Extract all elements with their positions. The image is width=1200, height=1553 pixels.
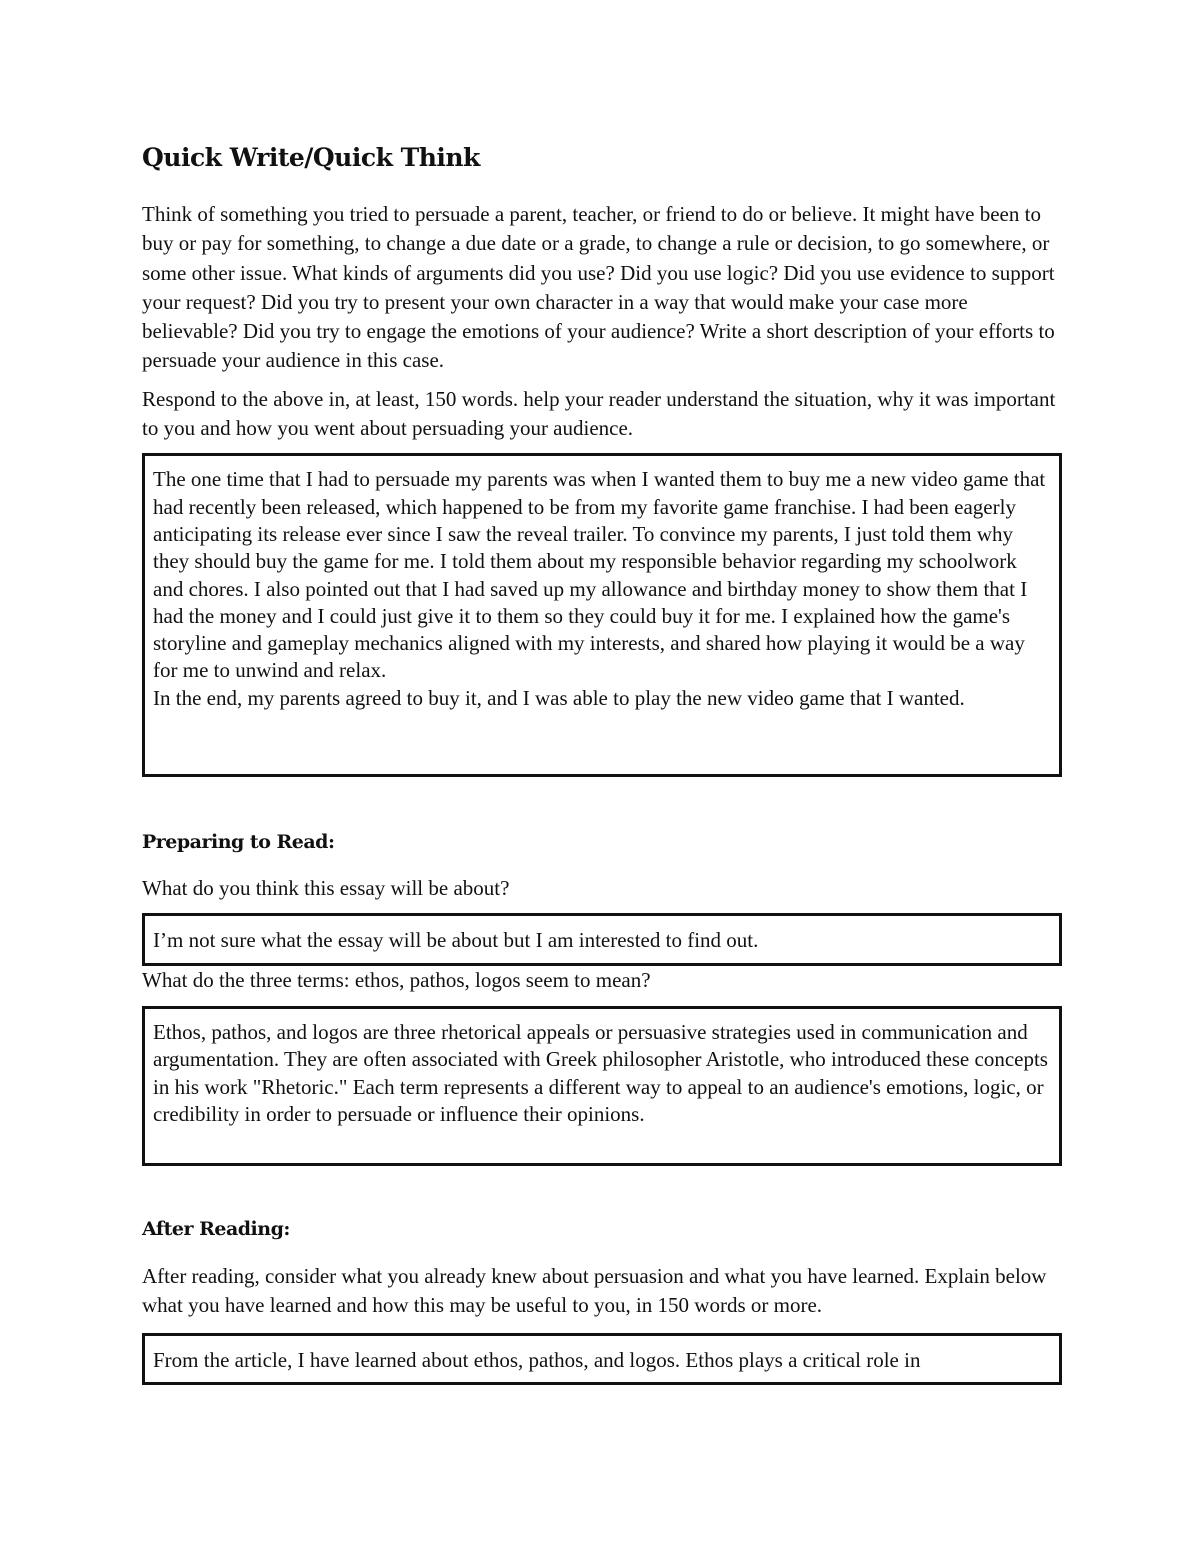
quick-write-answer-box[interactable] — [142, 453, 1062, 777]
quick-write-instructions: Respond to the above in, at least, 150 words. help your reader understand the situation, why it was important to you and how you went about persuading your audience. — [142, 386, 1056, 441]
after-reading-answer-box[interactable] — [142, 1333, 1062, 1385]
preparing-question-2: What do the three terms: ethos, pathos, logos seem to mean? — [142, 967, 651, 992]
preparing-answer-2-box[interactable] — [142, 1006, 1062, 1166]
document-content — [142, 138, 1062, 1385]
preparing-heading: Preparing to Read: — [142, 831, 335, 854]
after-reading-answer: From the article, I have learned about ethos, pathos, and logos. Ethos plays a critical role in — [153, 1347, 921, 1372]
after-reading-heading: After Reading: — [142, 1217, 290, 1240]
quick-write-prompt: Think of something you tried to persuade a parent, teacher, or friend to do or believe. It might have been to buy or pay for something, to change a due date or a grade, to change a rule or decision, to go somewhere, or some other issue. What kinds of arguments did you use? Did you use logic? Did you use evidence to support your request? Did you try to present your own character in a way that would make your case more believable? Did you try to engage the emotions of your audience? Write a short description of your efforts to persuade your audience in this case. — [142, 202, 1055, 373]
quick-write-answer-paragraph-1: The one time that I had to persuade my parents was when I wanted them to buy me a new video game that had recently been released, which happened to be from my favorite game franchise. I had been eagerly anticipating its release ever since I saw the reveal trailer. To convince my parents, I just told them why they should buy the game for me. I told them about my responsible behavior regarding my schoolwork and chores. I also pointed out that I had saved up my allowance and birthday money to show them that I had the money and I could just give it to them so they could buy it for me. I explained how the game's storyline and gameplay mechanics aligned with my interests, and shared how playing it would be a way for me to unwind and relax. — [153, 467, 1046, 683]
preparing-answer-1: I’m not sure what the essay will be about but I am interested to find out. — [153, 927, 759, 952]
preparing-answer-1-box[interactable] — [142, 913, 1062, 966]
preparing-question-1: What do you think this essay will be about? — [142, 876, 510, 901]
quick-write-answer-paragraph-2: In the end, my parents agreed to buy it, and I was able to play the new video game that I wanted. — [153, 685, 965, 710]
quick-write-heading: Quick Write/Quick Think — [142, 143, 480, 172]
after-reading-prompt: After reading, consider what you already knew about persuasion and what you have learned. Explain below what you have learned and how this may be useful to you, in 150 words or more. — [142, 1263, 1047, 1318]
preparing-answer-2: Ethos, pathos, and logos are three rhetorical appeals or persuasive strategies used in communication and argumentation. They are often associated with Greek philosopher Aristotle, who introduced these concepts in his work "Rhetoric." Each term represents a different way to appeal to an audience's emotions, logic, or credibility in order to persuade or influence their opinions. — [153, 1019, 1048, 1126]
